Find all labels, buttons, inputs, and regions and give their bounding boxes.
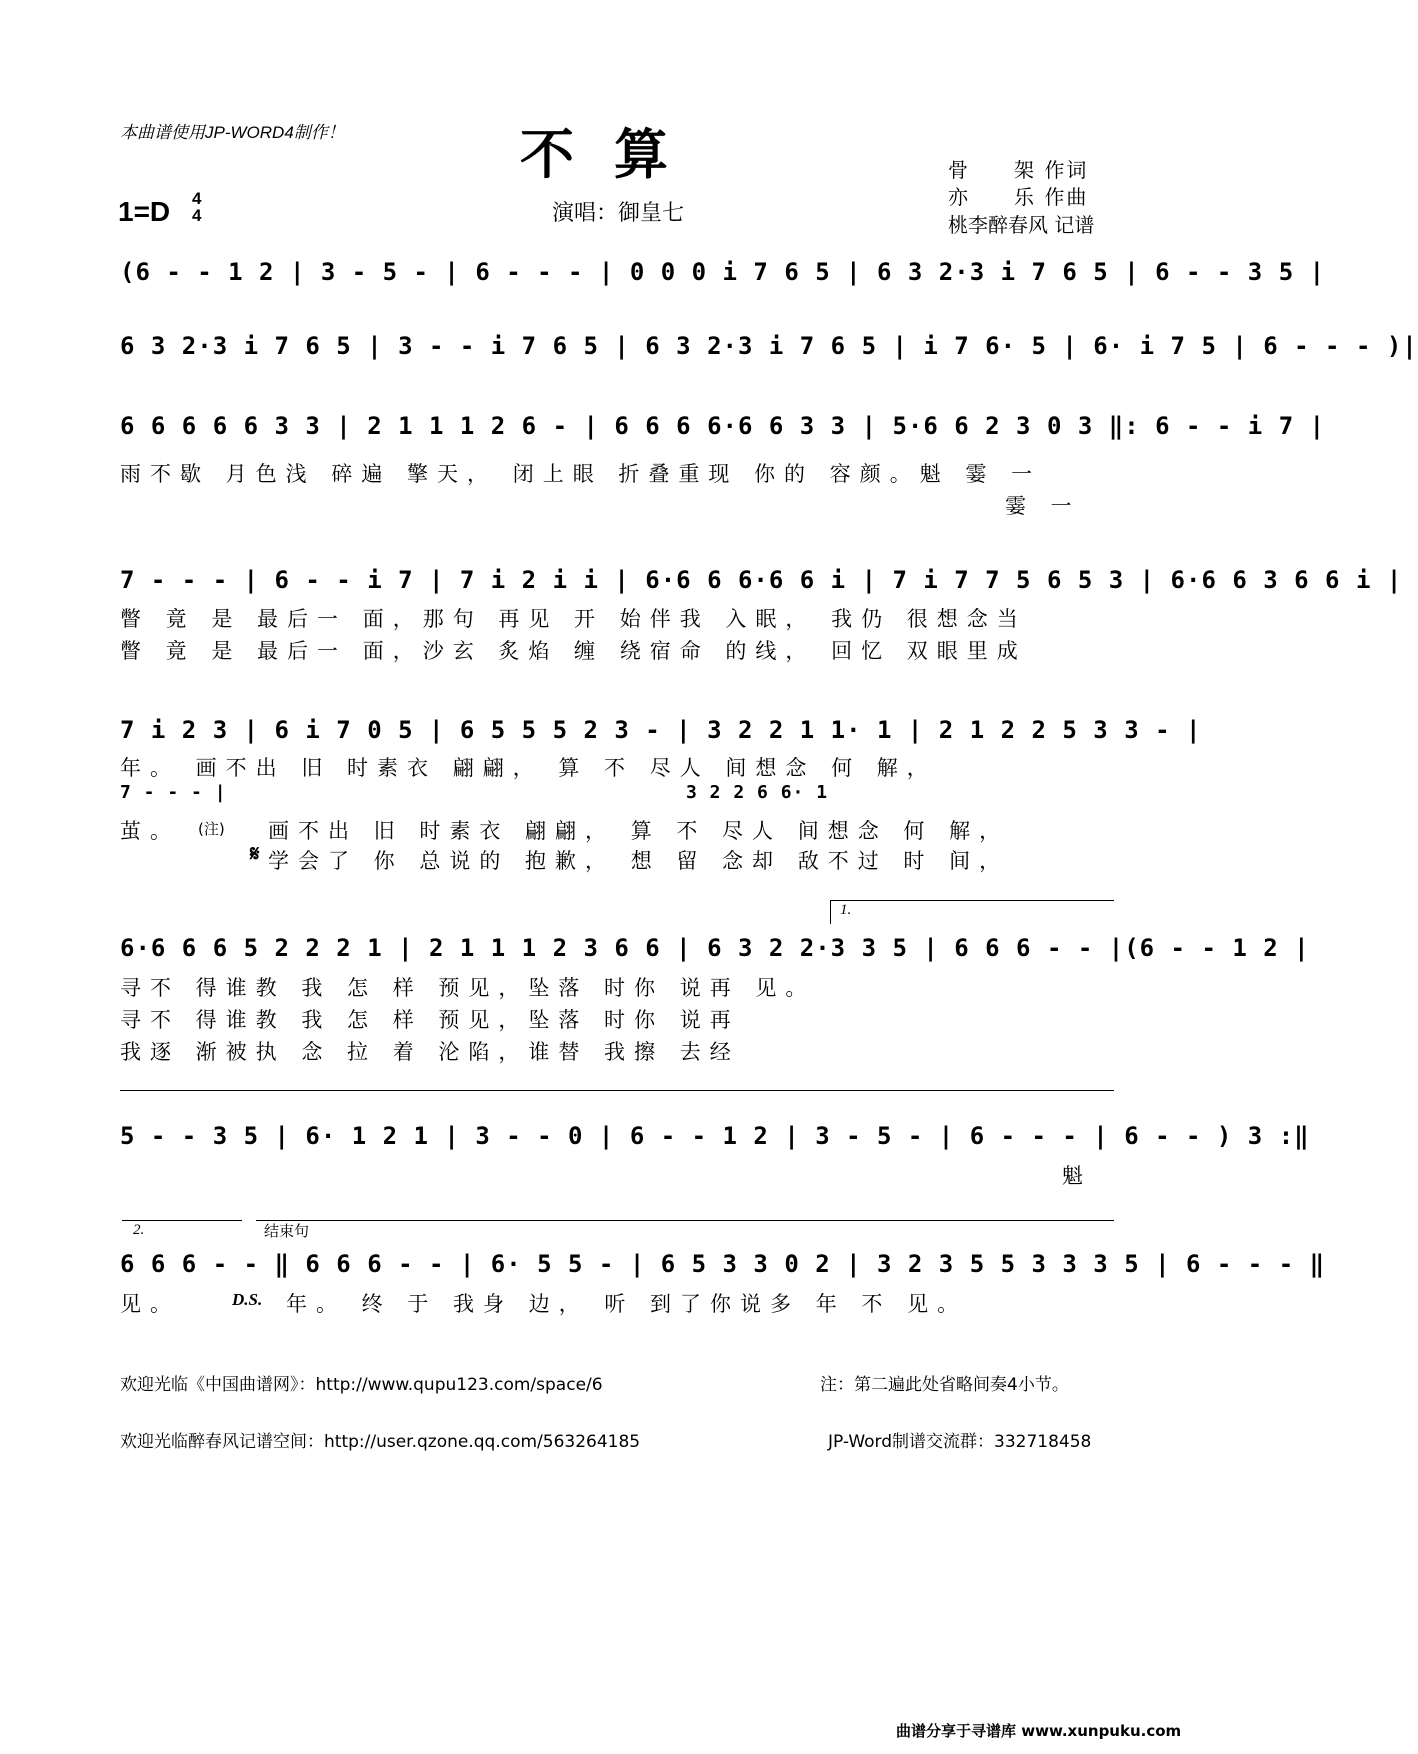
segno-sign: 𝄋	[250, 842, 260, 867]
lyric-line-5b-rest: 画不出 旧 时素衣 翩翩， 算 不 尽人 间想念 何 解，	[268, 819, 1010, 843]
volta-2-bracket	[122, 1220, 242, 1221]
key-signature: 1=D	[118, 196, 171, 227]
section-divider	[120, 1090, 1114, 1091]
lyric-line-4b: 瞥 竟 是 最后一 面，沙玄 炙焰 缠 绕宿命 的线， 回忆 双眼里成	[120, 639, 1027, 663]
site-note: 欢迎光临《中国曲谱网》：http://www.qupu123.com/space/6	[120, 1375, 603, 1395]
staff-line-5: 7 i 2 3 | 6 i 7 0 5 | 6 5 5 5 2 3 - | 3 2 2 1 1· 1 | 2 1 2 2 5 3 3 - |	[120, 716, 1202, 744]
group-note: JP-Word制谱交流群：332718458	[828, 1432, 1092, 1452]
staff-line-7: 5 - - 3 5 | 6· 1 2 1 | 3 - - 0 | 6 - - 1 2 | 3 - 5 - | 6 - - - | 6 - - ) 3 :‖	[120, 1122, 1310, 1150]
software-note: 本曲谱使用JP-WORD4制作！	[120, 123, 345, 142]
staff-line-3: 6 6 6 6 6 3 3 | 2 1 1 1 2 6 - | 6 6 6 6·6 6 3 3 | 5·6 6 2 3 0 3 ‖: 6 - - i 7 |	[120, 412, 1326, 440]
staff-line-5-alt-b: 3 2 2 6 6· 1	[686, 782, 829, 803]
singer-credit: 演唱：御皇七	[552, 201, 685, 226]
volta-1-label: 1.	[840, 902, 852, 918]
time-bottom: 4	[192, 206, 202, 225]
time-top: 4	[192, 189, 202, 208]
ending-bracket	[256, 1220, 1114, 1221]
volta-1-bracket	[830, 900, 1114, 901]
lyric-line-6a: 寻不 得谁教 我 怎 样 预见，坠落 时你 说再 见。	[120, 976, 816, 1000]
lyric-line-4a: 瞥 竟 是 最后一 面，那句 再见 开 始伴我 入眠， 我仍 很想念当	[120, 607, 1027, 631]
lyric-line-5b: 茧。	[120, 819, 180, 843]
lyric-line-3a: 雨不歇 月色浅 碎遍 擎天， 闭上眼 折叠重现 你的 容颜。魁 霎 一	[120, 462, 1042, 486]
volta-1-bracket-edge	[830, 900, 831, 924]
lyric-line-5c: 学会了 你 总说的 抱歉， 想 留 念却 敌不过 时 间，	[268, 849, 1010, 873]
staff-line-8: 6 6 6 - - ‖ 6 6 6 - - | 6· 5 5 - | 6 5 3 3 0 2 | 3 2 3 5 5 3 3 3 5 | 6 - - - ‖	[120, 1250, 1326, 1278]
transcriber-credit: 桃李醉春风 记谱	[948, 213, 1095, 237]
lyric-line-8a-rest: 年。 终 于 我身 边， 听 到了你说多 年 不 见。	[286, 1292, 968, 1316]
song-title: 不算	[520, 122, 708, 186]
lyric-line-7a: 魁	[1062, 1164, 1092, 1188]
lyric-line-6c: 我逐 渐被执 念 拉 着 沦陷，谁替 我擦 去经	[120, 1040, 740, 1064]
lyric-line-5a: 年。 画不出 旧 时素衣 翩翩， 算 不 尽人 间想念 何 解，	[120, 756, 937, 780]
staff-line-2: 6 3 2·3 i 7 6 5 | 3 - - i 7 6 5 | 6 3 2·3 i 7 6 5 | i 7 6· 5 | 6· i 7 5 | 6 - - - )|	[120, 332, 1418, 360]
footnote-mark: (注)	[198, 820, 225, 838]
brand-watermark: 曲谱分享于寻谱库 www.xunpuku.com	[896, 1722, 1182, 1740]
qzone-note: 欢迎光临醉春风记谱空间：http://user.qzone.qq.com/563264185	[120, 1432, 641, 1452]
ds-mark: D.S.	[232, 1290, 263, 1309]
composer-credit: 亦 乐 作曲	[948, 185, 1089, 209]
lyricist-credit: 骨 架 作词	[948, 158, 1089, 182]
ending-label: 结束句	[264, 1222, 310, 1240]
staff-line-5-alt-a: 7 - - - |	[120, 782, 227, 803]
lyric-line-6b: 寻不 得谁教 我 怎 样 预见，坠落 时你 说再	[120, 1008, 740, 1032]
staff-line-4: 7 - - - | 6 - - i 7 | 7 i 2 i i | 6·6 6 6·6 6 i | 7 i 7 7 5 6 5 3 | 6·6 6 3 6 6 i |	[120, 566, 1403, 594]
lyric-line-8a-first: 见。	[120, 1292, 180, 1316]
lyric-line-3b: 霎 一	[1005, 494, 1081, 518]
staff-line-6: 6·6 6 6 5 2 2 2 1 | 2 1 1 1 2 3 6 6 | 6 3 2 2·3 3 5 | 6 6 6 - - |(6 - - 1 2 |	[120, 934, 1310, 962]
remark-note: 注：第二遍此处省略间奏4小节。	[820, 1375, 1069, 1395]
volta-2-label: 2.	[133, 1222, 145, 1238]
time-signature	[192, 190, 201, 224]
staff-line-1: (6 - - 1 2 | 3 - 5 - | 6 - - - | 0 0 0 i 7 6 5 | 6 3 2·3 i 7 6 5 | 6 - - 3 5 |	[120, 258, 1326, 286]
